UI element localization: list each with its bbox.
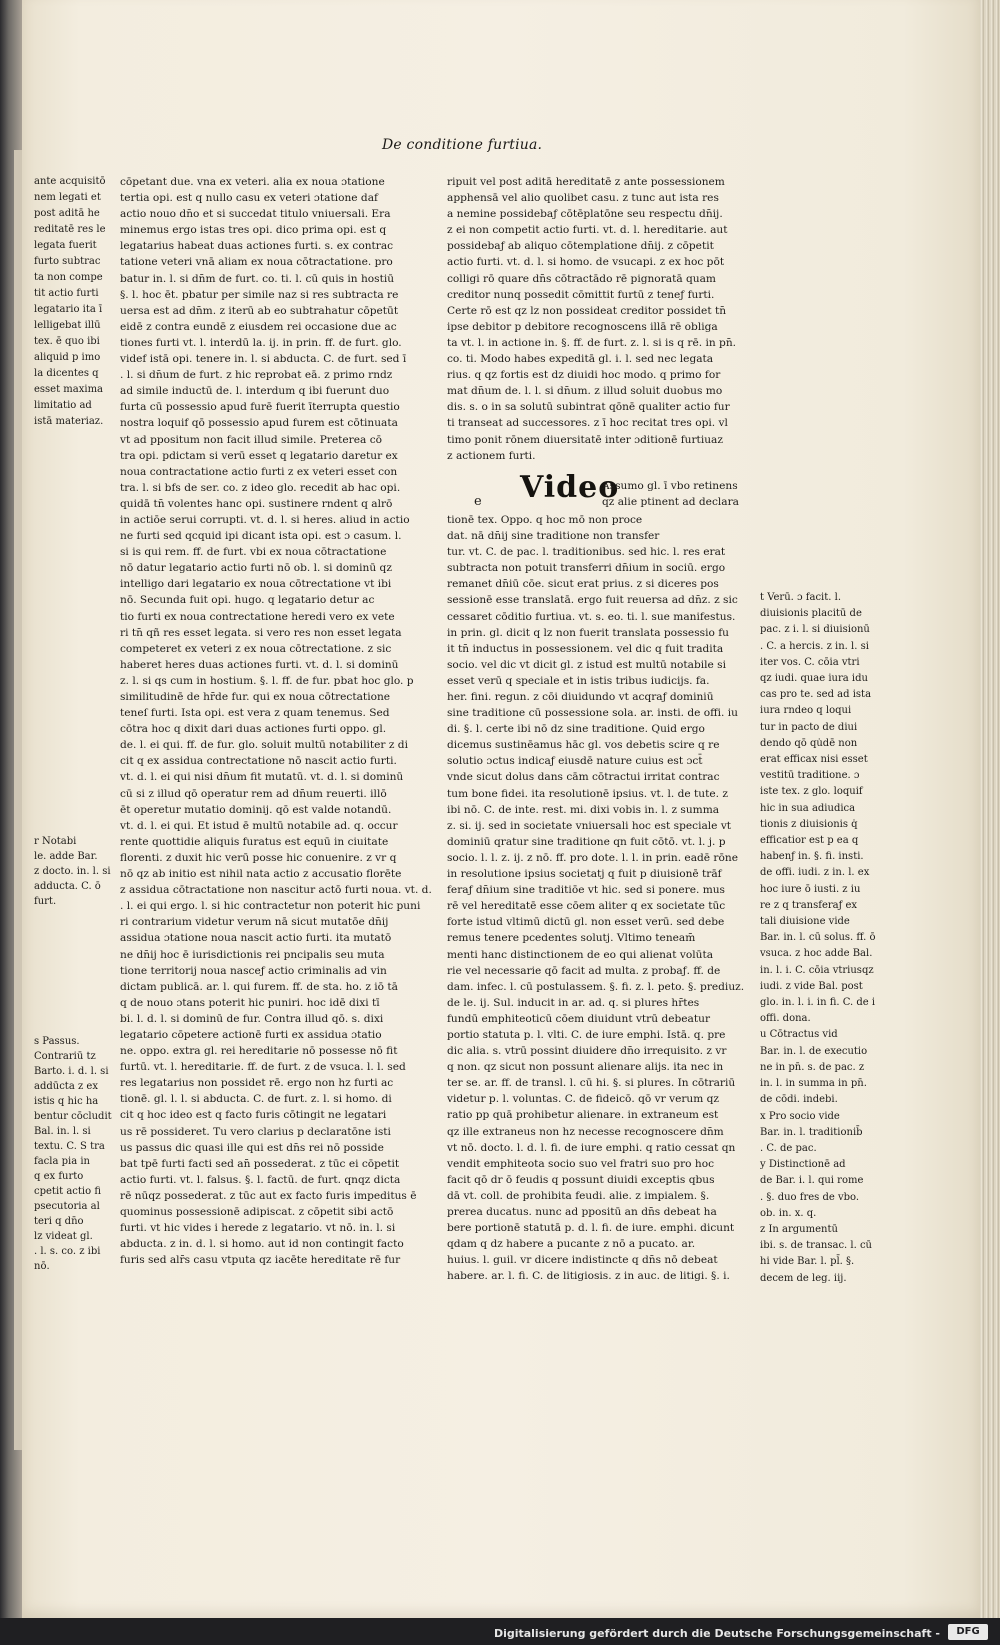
right-margin-gloss: t Verū. ɔ facit. l. diuisionis placitū de pac. z i. l. si diuisionū . C. a hercis. z in. l. si iter vos. C. cōia vtri qz iudi. quae iura idu cas pro te. sed ad ista iura rndeo q loqui tur in pacto de diui dendo qō qu̇dē non erat efficax nisi esset vestitū traditione. ɔ iste tex. z glo. loquif hic in sua adiudica tionis z diuisionis q̇ efficatior est p ea q habenƒ in. §. fi. insti. de offi. iudi. z in. l. ex hoc iure ō iusti. z iu re z q transferaƒ ex tali diuisione vide Bar. in. l. cū solus. ff. ō vsuca. z hoc adde Bal. in. l. i. C. cōia vtriusqz iudi. z vide Bal. post glo. in. l. i. in fi. C. de i offi. dona. u Cōtractus vid Bar. in. l. de executio ne in pn̄. s. de pac. z in. l. in summa in pn̄. de cōdi. indebi. x Pro socio vide Bar. in. l. traditionib̄ . C. de pac. y Distinctionē ad de Bar. i. l. qui rome . §. duo fres de vbo. ob. in. x. q. z In argumentū ibi. s. de transac. l. cū hi vide Bar. l. pl̄. §. decem de leg. iij.	[760, 592, 876, 1284]
book-fore-edge	[980, 0, 1000, 1645]
text-column-2: ripuit vel post aditā hereditatē z ante possessionem apphensā vel alio quolibet casu. z tunc aut ista res a nemine possidebaƒ cōtēplatōne seu respectu dn̄ij. z ei non competit actio furti. vt. d. l. hereditarie. aut possidebaƒ ab aliquo cōtemplatione dn̄ij. z cōpetit actio furti. vt. d. l. si homo. de vsucapi. z ex hoc pōt colligi rō quare dn̄s cōtractādo rē pignoratā quam creditor nunq possedit cōmittit furtū z teneƒ furti. Certe rō est qz lz non possideat creditor possidet tn̄ ipse debitor p debitore recognoscens illā rē obliga ta vt. l. in actione in. §. ff. de furt. z. l. si is q rē. in pn̄. co. ti. Modo habes expeditā gl. i. l. sed nec legata rius. q qz fortis est dz diuidi hoc modo. q primo for mat dn̄um de. l. l. si dn̄um. z illud soluit duobus mo dis. s. o in sa solutū subintrat qōnē qualiter actio fur ti transeat ad successores. z ī hoc recitat tres opi. vl timo ponit rōnem diuersitatē inter ɔditionē furtiuaz z actionem furti. tionē tex. Oppo. q hoc mō non proce dat. nā dn̄ij sine traditione non transfer tur. vt. C. de pac. l. traditionibus. sed hic. l. res erat subtracta non potuit transferri dn̄ium in sociū. ergo remanet dn̄iū cōe. sicut erat prius. z si diceres pos sessionē esse translatā. ergo fuit reuersa ad dn̄z. z sic cessaret cōditio furtiua. vt. s. eo. ti. l. sue manifestus. in prin. gl. dicit q lz non fuerit translata possessio fu it tn̄ inductus in possessionem. vel dic q fuit tradita socio. vel dic vt dicit gl. z istud est multū notabile si esset verū q speciale et in istis tribus iudicijs. fa. her. fini. regun. z cōi diuidundo vt acqraƒ dominiū sine traditione cū possessione sola. ar. insti. de offi. iu di. §. l. certe ibi nō dz sine traditione. Quid ergo dicemus sustinēamus hāc gl. vos debetis scire q re solutio ɔctus indicaƒ eiusdē nature cuius est ɔct̄ vnde sicut dolus dans cām cōtractui irritat contrac tum bone fidei. ita resolutionē ipsius. vt. l. de tute. z ibi nō. C. de inte. rest. mi. dixi vobis in. l. z summa z. si. ij. sed in societate vniuersali hoc est speciale vt dominiū qratur sine traditione qn fuit cōtō. vt. l. j. p socio. l. l. z. ij. z nō. ff. pro dote. l. l. in prin. eadē rōne in resolutione ipsius societatj q fuit p diuisionē trāf feraƒ dn̄ium sine traditiōe vt hic. sed si ponere. mus rē vel hereditatē esse cōem aliter q ex societate tūc forte istud vltimū dictū gl. non esset verū. sed debe remus tenere pcedentes solutj. Vltimo teneam̄ menti hanc distinctionem de eo qui alienat volūta rie vel necessarie qō facit ad multa. z probaƒ. ff. de dam. infec. l. cū postulassem. §. fi. z. l. peto. §. prediuz. de le. ij. Sul. inducit in ar. ad. q. si plures hr̄tes fundū emphiteoticū cōem diuidunt vtrū debeatur portio statuta p. l. vlti. C. de iure emphi. Istā. q. pre dic alia. s. vtrū possint diuidere dn̄o irrequisito. z vr q non. qz sicut non possunt alienare alijs. ita nec in ter se. ar. ff. de transl. l. cū hi. §. si plures. In cōtrariū videtur p. l. voluntas. C. de fideicō. qō vr verum qz ratio pp quā prohibetur alienare. in extraneum est qz ille extraneus non hz necesse recognoscere dn̄m vt nō. docto. l. d. l. fi. de iure emphi. q ratio cessat qn vendit emphiteota socio suo vel fratri suo pro hoc facit qō dr ō feudis q possunt diuidi exceptis qbus dā vt. coll. de prohibita feudi. alie. z impialem. §. prerea ducatus. nunc ad ppositū an dn̄s debeat ha bere portionē statutā p. d. l. fi. de iure. emphi. dicunt qdam q dz habere a pucante z nō a pucato. ar. huius. l. guil. vr dicere indistincte q dn̄s nō debeat habere. ar. l. fi. C. de litigiosis. z in auc. de litigi. §. i.	[447, 176, 745, 1283]
dfg-logo: DFG	[948, 1624, 988, 1640]
marginal-letter-e: e	[474, 494, 482, 509]
margin-note-r: r Notabi le. adde Bar. z docto. in. l. si adducta. C. ō furt.	[34, 836, 111, 907]
margin-note-s: s Passus. Contrariū tz Barto. i. d. l. si addūcta z ex istis q hic ha bentur cōcludit Bal. in. l. si textu. C. S tra facla pia in q ex furto cpetit actio fi psecutoria al teri q dn̄o lz videat gl. . l. s. co. z ibi nō.	[34, 1036, 112, 1272]
initial-word-continuation: Assumo gl. ī vbo retinens qz alie ptinent ad declara	[602, 480, 739, 509]
left-margin-gloss: ante acquisitō nem legati et post aditā he reditatē res le legata fuerit furto subtrac ta non compe tit actio furti legatario ita ī lelligebat illū tex. ē quo ibi aliquid p imo la dicentes q esset maxima limitatio ad istā materiaz.	[34, 176, 106, 427]
text-column-1: cōpetant due. vna ex veteri. alia ex noua ɔtatione tertia opi. est q nullo casu ex veteri ɔtatione daf actio nouo dn̄o et si succedat titulo vniuersali. Era minemus ergo istas tres opi. dico prima opi. est q legatarius habeat duas actiones furti. s. ex contrac tatione veteri vnā aliam ex noua cōtractatione. pro batur in. l. si dn̄m de furt. co. ti. l. cū quis in hostiū §. l. hoc ēt. pbatur per simile naz si res subtracta re uersa est ad dn̄m. z iterū ab eo subtrahatur cōpetūt eidē z contra eundē z eiusdem rei occasione due ac tiones furti vt. l. interdū la. ij. in prin. ff. de furt. glo. videf istā opi. tenere in. l. si abducta. C. de furt. sed ī . l. si dn̄um de furt. z hic reprobat eā. z primo rndz ad simile inductū de. l. interdum q ibi fuerunt duo furta cū possessio apud furē fuerit īterrupta questio nostra loquif qō possessio apud furem est cōtinuata vt ad ppositum non facit illud simile. Preterea cō tra opi. pdictam si verū esset q legatario daretur ex noua contractatione actio furti z ex veteri esset con tra. l. si bfs de ser. co. z ideo glo. recedit ab hac opi. quidā tn̄ volentes hanc opi. sustinere rndent q alrō in actiōe serui corrupti. vt. d. l. si heres. aliud in actio ne furti sed qcquid ipi dicant ista opi. est ɔ casum. l. si is qui rem. ff. de furt. vbi ex noua cōtractatione nō datur legatario actio furti nō ob. l. si dominū qz intelligo dari legatario ex noua cōtrectatione vt ibi nō. Secunda fuit opi. hugo. q legatario detur ac tio furti ex noua contrectatione heredi vero ex vete ri tn̄ qñ res esset legata. si vero res non esset legata competeret ex veteri z ex noua cōtrectatione. z sic haberet heres duas actiones furti. vt. d. l. si dominū z. l. si qs cum in hostium. §. l. ff. de fur. pbat hoc glo. p similitudinē de hr̄de fur. qui ex noua cōtrectatione teneſ furti. Ista opi. est vera z quam tenemus. Sed cōtra hoc q dixit dari duas actiones furti oppo. gl. de. l. ei qui. ff. de fur. glo. soluit multū notabiliter z di cit q ex assidua contrectatione nō nascit actio furti. vt. d. l. ei qui nisi dn̄um fit mutatū. vt. d. l. si dominū cū si z illud qō operatur rem ad dn̄um reuerti. illō ēt operetur mutatio dominij. qō est valde notandū. vt. d. l. ei qui. Et istud ē multū notabile ad. q. occur rente quottidie aliquis furatus est equū in ciuitate florenti. z duxit hic verū posse hic conuenire. z vr q nō qz ab initio est nihil nata actio z accusatio florēte z assidua cōtractatione non nascitur actō furti noua. vt. d. . l. ei qui ergo. l. si hic contractetur non poterit hic puni ri contrarium videtur verum nā sicut mutatōe dn̄ij assidua ɔtatione noua nascit actio furti. ita mutatō ne dn̄ij hoc ē iurisdictionis rei pncipalis seu muta tione territorij noua nasceƒ actio criminalis ad vin dictam publicā. ar. l. qui furem. ff. de sta. ho. z iō tā q de nouo ɔtans poterit hic puniri. hoc idē dixi tī bi. l. d. l. si dominū de fur. Contra illud qō. s. dixi legatario cōpetere actionē furti ex assidua ɔtatio ne. oppo. extra gl. rei hereditarie nō possesse nō fit furtū. vt. l. hereditarie. ff. de furt. z de vsuca. l. l. sed res legatarius non possidet rē. ergo non hz furti ac tionē. gl. l. l. si abducta. C. de furt. z. l. si homo. di cit q hoc ideo est q facto furis cōtingit ne legatari us rē possideret. Tu vero clarius p declaratōne isti us passus dic quasi ille qui est dn̄s rei nō posside bat tpē furti facti sed an̄ possederat. z tūc ei cōpetit actio furti. vt. l. falsus. §. l. factū. de furt. qnqz dicta rē nūqz possederat. z tūc aut ex facto furis impeditus ē quominus possessionē adipiscat. z cōpetit sibi actō furti. vt hic vides i herede z legatario. vt nō. in. l. si abducta. z in. d. l. si homo. aut id non contingit facto furis sed alr̄s casu vtputa qz iacēte hereditate rē fur	[120, 176, 432, 1267]
printed-page	[22, 0, 980, 1618]
digitization-credit: Digitalisierung gefördert durch die Deutsche Forschungsgemeinschaft -	[493, 1627, 940, 1640]
large-initial-word: Video	[520, 470, 620, 505]
running-head: De conditione furtiua.	[382, 137, 543, 153]
